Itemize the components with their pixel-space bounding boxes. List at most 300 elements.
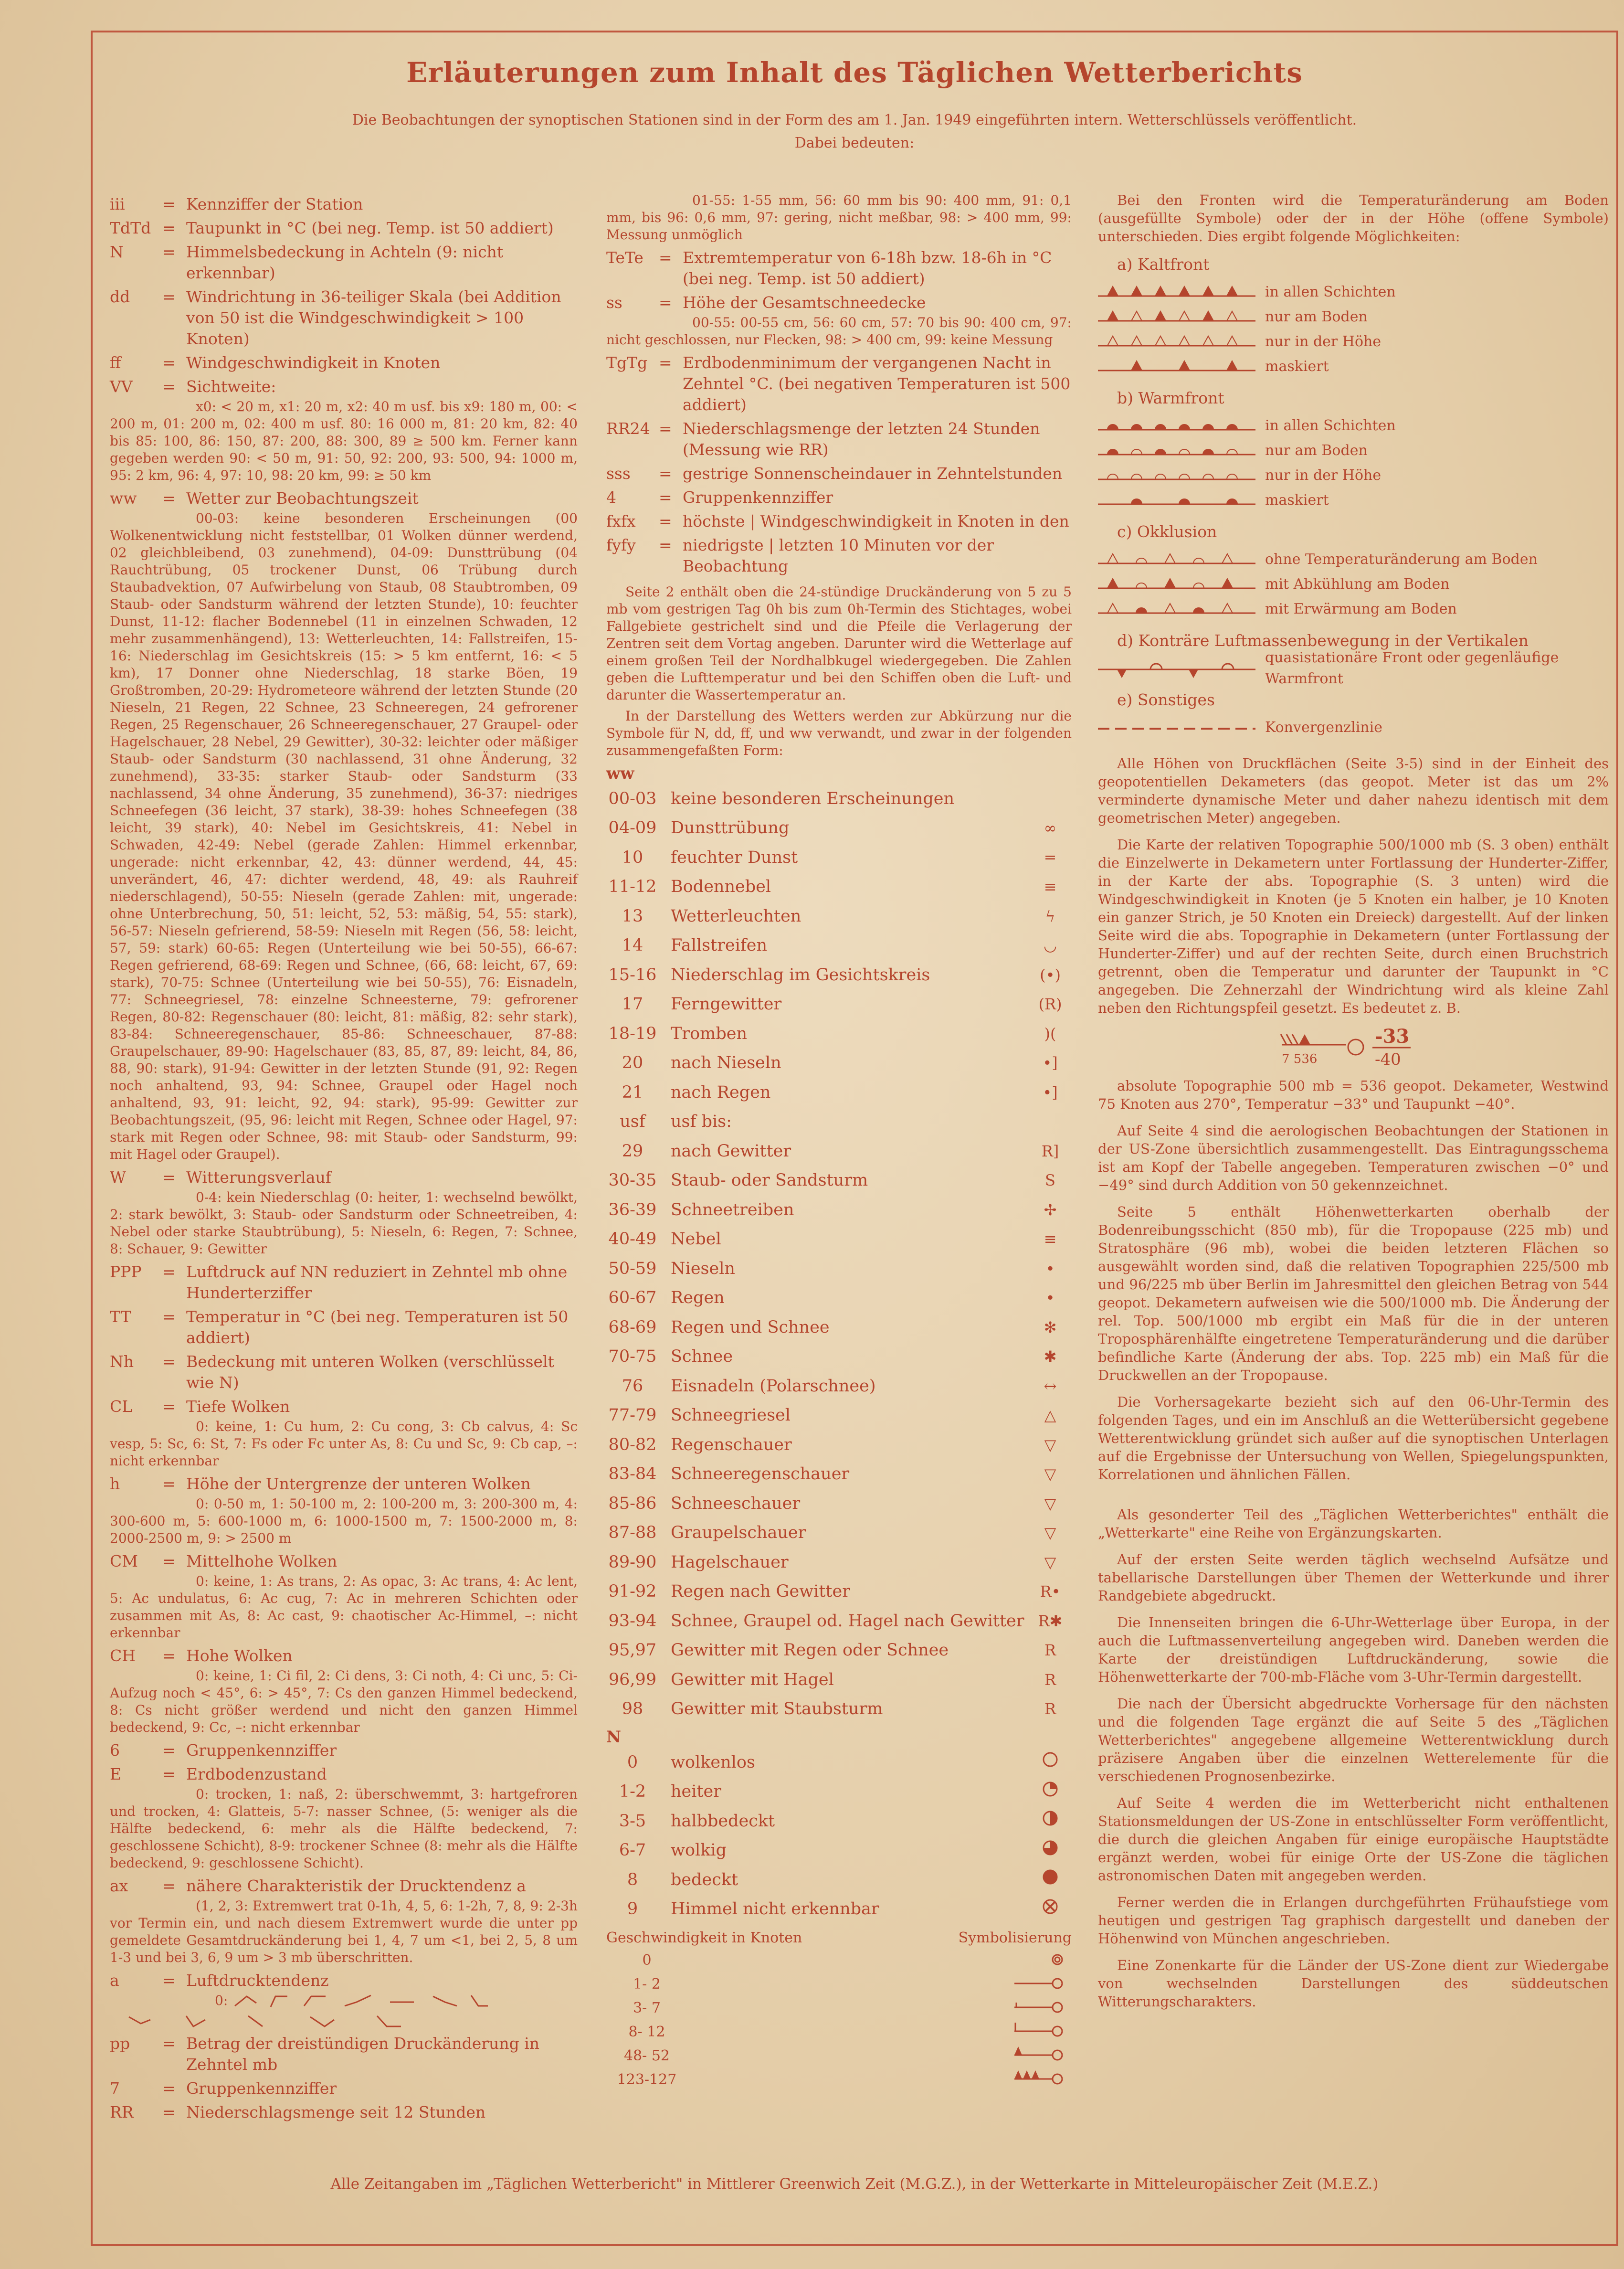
entry-description: Tiefe Wolken	[186, 1397, 290, 1416]
equals-sign: =	[162, 1262, 176, 1281]
entry-symbol: TT	[110, 1307, 131, 1326]
entry-description: nähere Charakteristik der Drucktendenz a	[186, 1877, 526, 1895]
equals-sign: =	[659, 512, 672, 530]
paragraph-forecast: Die nach der Übersicht abgedruckte Vorhersage für den nächsten und die folgenden Tage ergänzt die auf Seite 5 des „Täglichen Wetterberichtes" angegebene allgemeine Wetterentwicklung durch präzisere Angaben über die einzelnen Wetterelemente für die verschiedenen Prognosenbezirke.	[1098, 1696, 1609, 1784]
entry-description: Gruppenkennziffer	[186, 1741, 337, 1760]
cold-front-row	[1098, 329, 1609, 354]
ww-weather-symbol-icon: )(	[1044, 1024, 1056, 1043]
subtitle-line-2: Dabei bedeuten:	[794, 135, 915, 151]
entry-symbol: pp	[110, 2034, 130, 2053]
wind-table-header	[606, 1928, 1072, 1949]
equals-sign: =	[659, 488, 672, 507]
entry-a	[110, 1970, 578, 1991]
ww-weather-symbol-icon: ≡	[1044, 1230, 1057, 1249]
page-subtitle	[91, 109, 1618, 155]
ww-code: 04-09	[608, 818, 657, 838]
ww-description: Regen und Schnee	[671, 1317, 830, 1337]
ww-row	[606, 1518, 1072, 1548]
equals-sign: =	[162, 2079, 176, 2098]
ww-description: Tromben	[671, 1024, 747, 1043]
ww-code: 93-94	[608, 1611, 657, 1631]
equals-sign: =	[162, 1971, 176, 1990]
equals-sign: =	[162, 2034, 176, 2053]
ww-row	[606, 1225, 1072, 1254]
page-title: Erläuterungen zum Inhalt des Täglichen Wetterberichts	[406, 56, 1303, 89]
entry-description: Wetter zur Beobachtungszeit	[186, 489, 419, 508]
entry-ch	[110, 1645, 578, 1666]
ww-code: 14	[622, 936, 643, 955]
equals-sign: =	[162, 1474, 176, 1493]
ww-code: 70-75	[608, 1347, 657, 1367]
wind-barb-icon	[1005, 2068, 1072, 2093]
ww-row	[606, 1195, 1072, 1225]
ww-description: Dunsttrübung	[671, 818, 790, 838]
ww-code: 21	[622, 1082, 643, 1102]
wind-barb-icon	[1005, 2020, 1072, 2045]
wind-barb-icon	[1005, 1948, 1072, 1973]
ww-code: 87-88	[608, 1523, 657, 1543]
ww-weather-symbol-icon: △	[1044, 1406, 1056, 1425]
wind-row	[606, 2020, 1072, 2044]
cloud-cover-icon	[1029, 1810, 1072, 1832]
equals-sign: =	[162, 1397, 176, 1416]
cold-front-row	[1098, 280, 1609, 305]
equals-sign: =	[659, 353, 672, 372]
ww-code: 36-39	[608, 1200, 657, 1219]
ww-weather-symbol-icon: (•)	[1040, 965, 1061, 984]
ch-details: 0: keine, 1: Ci fil, 2: Ci dens, 3: Ci noth, 4: Ci unc, 5: Ci-Aufzug noch < 45°, 6: > 45°, 7: Cs den ganzen Himmel bedeckend, 8: Cs nicht größer werdend und nicht den ganzen Himmel bedeckend, 9: Cc, –: nicht erkennbar	[110, 1668, 578, 1735]
equals-sign: =	[162, 1352, 176, 1371]
ww-row	[606, 1136, 1072, 1166]
entry-description: höchste | Windgeschwindigkeit in Knoten in den	[683, 512, 1069, 530]
ww-description: Niederschlag im Gesichtskreis	[671, 965, 930, 985]
entry-symbol: VV	[110, 377, 133, 396]
entry-symbol: 4	[606, 488, 616, 507]
entry-6	[110, 1740, 578, 1761]
entry-description: Witterungsverlauf	[186, 1168, 331, 1187]
ww-code: 17	[622, 995, 643, 1014]
warm-front-row	[1098, 438, 1609, 463]
ax-details: (1, 2, 3: Extremwert trat 0-1h, 4, 5, 6: 1-2h, 7, 8, 9: 2-3h vor Termin ein, und nach diesem Extremwert wurde die unter pp gemeldete Gesamtdruckänderung bei 1, 4, 7 um <1, bei 2, 5, 8 um 1-3 und bei 3, 6, 9 um > 3 mb überschritten.	[110, 1898, 578, 1965]
ww-row	[606, 1401, 1072, 1431]
ww-weather-symbol-icon: ✻	[1044, 1318, 1057, 1336]
tendency-code: 0:	[215, 1993, 228, 2008]
warm-front-row	[1098, 463, 1609, 488]
equals-sign: =	[659, 464, 672, 483]
ww-weather-symbol-icon: ≡	[1044, 878, 1057, 896]
ww-row	[606, 843, 1072, 872]
entry-cl	[110, 1396, 578, 1417]
ww-weather-symbol-icon: ▽	[1044, 1465, 1056, 1484]
ww-row	[606, 1695, 1072, 1724]
equals-sign: =	[162, 353, 176, 372]
ww-weather-symbol-icon: •	[1045, 1289, 1055, 1307]
ww-weather-symbol-icon: R	[1044, 1670, 1056, 1689]
entry-symbol: CL	[110, 1397, 133, 1416]
cold-front-row	[1098, 354, 1609, 379]
warm-front-row	[1098, 414, 1609, 438]
ww-row	[606, 784, 1072, 814]
w-details: 0-4: kein Niederschlag (0: heiter, 1: wechselnd bewölkt, 2: stark bewölkt, 3: Staub- oder Sandsturm oder Schneetreiben, 4: Nebel oder starke Staubtrübung), 5: Nieseln, 6: Regen, 7: Schnee, 8: Schauer, 9: Gewitter	[110, 1189, 578, 1257]
entry-description: Taupunkt in °C (bei neg. Temp. ist 50 addiert)	[186, 219, 554, 237]
equals-sign: =	[162, 1168, 176, 1187]
rr-details: 01-55: 1-55 mm, 56: 60 mm bis 90: 400 mm, 91: 0,1 mm, bis 96: 0,6 mm, 97: gering, nicht meßbar, 98: > 400 mm, 99: Messung unmöglich	[606, 192, 1072, 243]
wind-row	[606, 2044, 1072, 2068]
cloud-cover-row	[606, 1865, 1072, 1895]
entry-symbol: ss	[606, 293, 622, 312]
ww-row	[606, 1078, 1072, 1107]
column-right	[1098, 191, 1609, 2019]
occl-front-label: mit Erwärmung am Boden	[1265, 601, 1457, 617]
wind-speed-range: 8- 12	[628, 2024, 665, 2040]
ww-weather-symbol-icon: ═	[1045, 848, 1055, 867]
ww-code: 76	[622, 1376, 643, 1396]
paragraph-topography: Die Karte der relativen Topographie 500/1000 mb (S. 3 oben) enthält die Einzelwerte in Dekametern unter Fortlassung der Hunderter-Ziffer, in der Karte der abs. Topographie (S. 3 unten) wird die Windgeschwindigkeit in Knoten (je 5 Knoten ein halber, je 10 Knoten ein ganzer Strich, je 50 Knoten ein Dreieck) dargestellt. Auf der linken Seite wird die abs. Topographie in Dekametern (unter Fortlassung der Hunderter-Ziffer) und auf der rechten Seite, durch einen Bruchstrich getrennt, oben die Temperatur und darunter der Taupunkt in °C angegeben. Die Zehnerzahl der Windrichtung wird als kleine Zahl neben den Richtungspfeil gesetzt. Es bedeutet z. B.	[1098, 837, 1609, 1016]
entry-ppp	[110, 1262, 578, 1304]
ww-weather-symbol-icon: •	[1045, 1259, 1055, 1278]
entry-n	[110, 242, 578, 284]
occlusion-list	[1098, 547, 1609, 622]
ww-code: 50-59	[608, 1259, 657, 1278]
wind-row	[606, 1996, 1072, 2020]
cold-front-icon	[1098, 332, 1255, 351]
cloud-cover-icon	[1029, 1751, 1072, 1773]
entry-symbol: CM	[110, 1552, 138, 1570]
entry-description: Erdbodenzustand	[186, 1765, 327, 1783]
entry-iii	[110, 194, 578, 215]
section-kaltfront: a) Kaltfront	[1117, 255, 1210, 274]
equals-sign: =	[162, 2103, 176, 2121]
entry-ss	[606, 292, 1072, 313]
entry-tete	[606, 247, 1072, 289]
section-sonstiges: e) Sonstiges	[1117, 690, 1215, 709]
e-details: 0: trocken, 1: naß, 2: überschwemmt, 3: hartgefroren und trocken, 4: Glatteis, 5-7: nasser Schnee, (5: weniger als die Hälfte bedeckend, 6: mehr als die Hälfte bedeckend, 7: geschlossene Schicht), 8-9: trockener Schnee (8: mehr als die Hälfte bedeckend, 9: geschlossene Schicht).	[110, 1786, 578, 1871]
ww-description: Gewitter mit Hagel	[671, 1670, 834, 1689]
ww-row	[606, 1371, 1072, 1401]
warm-front-label: in allen Schichten	[1265, 417, 1396, 434]
section-kontraer: d) Konträre Luftmassenbewegung in der Vertikalen	[1117, 631, 1529, 650]
ww-weather-symbol-icon: R	[1044, 1700, 1056, 1718]
ww-details: 00-03: keine besonderen Erscheinungen (00 Wolkenentwicklung nicht feststellbar, 01 Wolken dünner werdend, 02 gleichbleibend, 03 zunehmend), 04-09: Dunsttrübung (04 Rauchtrübung, 05 trockener Dunst, 06 Trübung durch Staubadvektion, 07 Aufwirbelung von Staub, 08 Staubtromben, 09 Staub- oder Sandsturm während der letzten Stunde), 10: feuchter Dunst, 11-12: flacher Bodennebel (11 in einzelnen Schwaden, 12 mehr zusammenhängend), 13: Wetterleuchten, 14: Fallstreifen, 15-16: Niederschlag im Gesichtskreis (15: > 5 km entfernt, 16: < 5 km), 17 Donner ohne Niederschlag, 18 starke Böen, 19 Großtromben, 20-29: Hydrometeore während der letzten Stunde (20 Nieseln, 21 Regen, 22 Schnee, 23 Schneeregen, 24 gefrorener Regen, 25 Regenschauer, 26 Schneeregenschauer, 27 Graupel- oder Hagelschauer, 28 Nebel, 29 Gewitter), 30-32: leichter oder mäßiger Staub- oder Sandsturm (30 nachlassend, 31 ohne Änderung, 32 zunehmend), 33-35: starker Staub- oder Sandsturm (33 nachlassend, 34 ohne Änderung, 35 zunehmend), 36-37: niedriges Schneefegen (36 leicht, 37 stark), 38-39: hohes Schneefegen (38 leicht, 39 stark), 40: Nebel im Gesichtskreis, 41: Nebel in Schwaden, 42-49: Nebel (gerade Zahlen: Himmel erkennbar, ungerade: nicht erkennbar, 42, 43: dünner werdend, 44, 45: unverändert, 46, 47: dichter werdend, 48, 49: als Rauhreif niederschlagend), 50-55: Nieseln (gerade Zahlen: mit, ungerade: ohne Unterbrechung, 50, 51: leicht, 52, 53: mäßig, 54, 55: stark), 56-57: Nieseln gefrierend, 58-59: Nieseln mit Regen (56, 58: leicht, 57, 59: stark) 60-65: Regen (Unterteilung wie bei 50-55), 66-67: Regen gefrierend, 68-69: Regen und Schnee, (66, 68: leicht, 67, 69: stark), 70-75: Schnee (Unterteilung wie bei 50-55), 76: Eisnadeln, 77: Schneegriesel, 78: einzelne Schneesterne, 79: gefrorener Regen, 80-82: Regenschauer (80: leicht, 81: mäßig, 82: sehr stark), 83-84: Schneeregenschauer, 85-86: Schneeschauer, 87-88: Graupelschauer, 89-90: Hagelschauer (83, 85, 87, 89: leicht, 84, 86, 88, 90: stark), 91-94: Gewitter in der letzten Stunde (91, 92: Regen noch anhaltend, 93, 94: Schnee, Graupel oder Hagel noch anhaltend, 93, 91: leicht, 92, 94: stark), 95-99: Gewitter zur Beobachtungszeit, (95, 96: leicht mit Regen, Schnee oder Hagel, 97: stark mit Regen oder Schnee, 98: mit Staub- oder Sandsturm, 99: mit Hagel oder Graupel).	[110, 510, 578, 1162]
ww-row	[606, 1019, 1072, 1049]
ww-description: Staub- oder Sandsturm	[671, 1171, 868, 1190]
ww-row	[606, 1254, 1072, 1283]
cold-front-icon	[1098, 307, 1255, 327]
entry-dd	[110, 286, 578, 350]
ww-description: keine besonderen Erscheinungen	[671, 789, 954, 808]
ww-row	[606, 1049, 1072, 1078]
ww-code: 30-35	[608, 1171, 657, 1190]
equals-sign: =	[162, 489, 176, 508]
entry-symbol: fyfy	[606, 536, 636, 554]
entry-ff	[110, 352, 578, 373]
quasistationary-front-icon	[1098, 659, 1255, 678]
ww-description: Ferngewitter	[671, 995, 782, 1014]
equals-sign: =	[162, 219, 176, 237]
ww-weather-symbol-icon: R•	[1040, 1582, 1061, 1601]
equals-sign: =	[162, 1765, 176, 1783]
entry-symbol: TeTe	[606, 248, 643, 267]
ww-code: 40-49	[608, 1230, 657, 1249]
ww-code: 15-16	[608, 965, 657, 985]
ww-table-heading: ww	[606, 764, 634, 783]
entry-symbol: E	[110, 1765, 122, 1783]
wind-speed-range: 1- 2	[633, 1976, 661, 1993]
convergence-line-row	[1098, 715, 1609, 740]
cloud-cover-code: 1-2	[619, 1782, 646, 1802]
entry-description: Mittelhohe Wolken	[186, 1552, 337, 1570]
entry-symbol: PPP	[110, 1262, 142, 1281]
ww-row	[606, 1107, 1072, 1137]
ww-weather-symbol-icon: ✢	[1044, 1200, 1057, 1219]
ww-row	[606, 931, 1072, 961]
occl-front-icon	[1098, 600, 1255, 619]
cold-front-label: maskiert	[1265, 358, 1329, 375]
convergence-line-label: Konvergenzlinie	[1265, 719, 1382, 736]
cloud-cover-code: 3-5	[619, 1811, 646, 1831]
cl-details: 0: keine, 1: Cu hum, 2: Cu cong, 3: Cb calvus, 4: Sc vesp, 5: Sc, 6: St, 7: Fs oder Fc unter As, 8: Cu und Sc, 9: Cb cap, –: nicht erkennbar	[110, 1419, 578, 1469]
column-middle	[606, 191, 1072, 2092]
wind-row	[606, 1949, 1072, 1972]
ww-description: Schneegriesel	[671, 1406, 791, 1425]
ww-weather-symbol-icon: ◡	[1044, 936, 1057, 955]
entry-description: Himmelsbedeckung in Achteln (9: nicht erkennbar)	[186, 243, 504, 282]
entry-rr24	[606, 418, 1072, 460]
cloud-cover-icon	[1029, 1781, 1072, 1803]
ww-row	[606, 990, 1072, 1019]
cold-front-label: nur in der Höhe	[1265, 333, 1381, 350]
formula-temperature: -33	[1375, 1026, 1410, 1048]
entry-description: Kennziffer der Station	[186, 195, 363, 213]
section-warmfront: b) Warmfront	[1117, 389, 1224, 407]
ww-description: Schnee, Graupel od. Hagel nach Gewitter	[671, 1611, 1024, 1631]
entry-symbol: TdTd	[110, 219, 151, 237]
entry-symbol: 7	[110, 2079, 120, 2098]
ww-code: usf	[620, 1112, 645, 1132]
tendency-symbols-row-2	[110, 2013, 578, 2029]
entry-description: Sichtweite:	[186, 377, 276, 396]
ww-code: 13	[622, 906, 643, 926]
entry-cm	[110, 1551, 578, 1572]
cloud-cover-description: wolkig	[671, 1841, 727, 1860]
quasistationary-front-row	[1098, 649, 1609, 687]
ww-code: 60-67	[608, 1288, 657, 1308]
ww-code: 89-90	[608, 1552, 657, 1572]
entry-description: Temperatur in °C (bei neg. Temperaturen ist 50 addiert)	[186, 1307, 569, 1347]
entry-description: Niederschlagsmenge seit 12 Stunden	[186, 2103, 486, 2121]
subtitle-line-1: Die Beobachtungen der synoptischen Stationen sind in der Form des am 1. Jan. 1949 eingeführten intern. Wetterschlüssels veröffentlicht.	[352, 112, 1357, 128]
entry-symbol: a	[110, 1971, 119, 1990]
n-table-heading: N	[606, 1728, 622, 1747]
quasistationary-front-label: quasistationäre Front oder gegenläufige Warmfront	[1265, 649, 1559, 687]
equals-sign: =	[162, 243, 176, 261]
ww-weather-symbol-icon: R]	[1041, 1142, 1059, 1160]
entry-description: Windrichtung in 36-teiliger Skala (bei Addition von 50 ist die Windgeschwindigkeit > 100 Knoten)	[186, 287, 561, 348]
ww-weather-symbol-icon: ✱	[1044, 1347, 1057, 1366]
cloud-cover-code: 8	[627, 1870, 638, 1889]
paragraph-forecast-map: Die Vorhersagekarte bezieht sich auf den 06-Uhr-Termin des folgenden Tages, und ein im Anschluß an die Wetterübersicht gegebene Wetterentwicklung gründet sich außer auf die synoptischen Unterlagen auf die Ergebnisse der Untersuchung von Wellen, Spiegelungspunkten, Korrelationen und ähnlichen Fällen.	[1098, 1394, 1609, 1483]
ww-description: nach Regen	[671, 1082, 771, 1102]
wind-speed-range: 123-127	[617, 2071, 677, 2088]
occl-front-label: mit Abkühlung am Boden	[1265, 576, 1450, 593]
pressure-tendency-icons	[228, 1993, 495, 2009]
ww-code: 83-84	[608, 1464, 657, 1484]
ww-row	[606, 1665, 1072, 1695]
entry-description: Betrag der dreistündigen Druckänderung in Zehntel mb	[186, 2034, 540, 2074]
entry-tgtg	[606, 352, 1072, 415]
ww-row	[606, 1342, 1072, 1372]
paragraph-inner-pages: Die Innenseiten bringen die 6-Uhr-Wetterlage über Europa, in der auch die Luftmassenverteilung angegeben wird. Daneben werden die Karte der dreistündigen Luftdruckänderung, sowie die Höhenwetterkarte der 700-mb-Fläche vom 3-Uhr-Termin dargestellt.	[1098, 1614, 1609, 1685]
ww-weather-symbol-icon: ϟ	[1045, 907, 1055, 925]
ww-description: Fallstreifen	[671, 936, 768, 955]
ww-code: 18-19	[608, 1024, 657, 1043]
ww-description: Gewitter mit Staubsturm	[671, 1699, 883, 1719]
warm-front-row	[1098, 488, 1609, 513]
occl-front-label: ohne Temperaturänderung am Boden	[1265, 551, 1538, 568]
entry-description: Bedeckung mit unteren Wolken (verschlüsselt wie N)	[186, 1352, 554, 1392]
cloud-cover-table	[606, 1748, 1072, 1924]
seite2-paragraph: Seite 2 enthält oben die 24-stündige Druckänderung von 5 zu 5 mb vom gestrigen Tag 0h bis zum 0h-Termin des Stichtages, wobei Fallgebiete gestrichelt sind und die Pfeile die Verlagerung der Zentren seit dem Vortag angeben. Darunter wird die Wetterlage auf einem großen Teil der Nordhalbkugel wiedergegeben. Die Zahlen geben die Lufttemperatur und bei den Schiffen oben die Luft- und darunter die Wassertemperatur an.	[606, 584, 1072, 703]
cm-details: 0: keine, 1: As trans, 2: As opac, 3: Ac trans, 4: Ac lent, 5: Ac undulatus, 6: Ac cug, 7: Ac in mehreren Schichten oder zusammen mit As, 8: Ac cast, 9: chaotischer Ac-Himmel, –: nicht erkennbar	[110, 1573, 578, 1641]
ww-row	[606, 1489, 1072, 1518]
ww-description: Gewitter mit Regen oder Schnee	[671, 1641, 949, 1660]
entry-description: Niederschlagsmenge der letzten 24 Stunden (Messung wie RR)	[683, 419, 1040, 459]
paragraph-soundings: Ferner werden die in Erlangen durchgeführten Frühaufstiege vom heutigen und gestrigen Tag graphisch dargestellt und daneben der Höhenwind von München angeschrieben.	[1098, 1894, 1609, 1947]
fronten-intro: Bei den Fronten wird die Temperaturänderung am Boden (ausgefüllte Symbole) oder der in der Höhe (offene Symbole) unterschieden. Dies ergibt folgende Möglichkeiten:	[1098, 192, 1609, 244]
paragraph-seite5: Seite 5 enthält Höhenwetterkarten oberhalb der Bodenreibungsschicht (850 mb), für die Tropopause (225 mb) und Stratosphäre (96 mb), wobei die beiden letzteren Flächen so ausgewählt worden sind, daß die relativen Topographien 225/500 mb und 96/225 mb über Berlin im Jahresmittel den gleichen Betrag von 544 geopot. Dekametern aufweisen wie die 500/1000 mb. Die Änderung der rel. Top. 500/1000 mb ergibt ein Maß für die in der unteren Troposphärenhälfte eingetretene Temperaturänderung und die darüber befindliche Karte (Änderung der abs. Top. 225 mb) ein Maß für die Druckwellen an der Tropopause.	[1098, 1204, 1609, 1383]
ww-code: 00-03	[608, 789, 657, 808]
entry-description: Hohe Wolken	[186, 1646, 293, 1665]
entry-fxfx	[606, 511, 1072, 532]
equals-sign: =	[659, 536, 672, 554]
wind-speed-header: Geschwindigkeit in Knoten	[606, 1930, 802, 1946]
ww-code: 20	[622, 1053, 643, 1073]
convergence-line-icon	[1098, 718, 1255, 737]
equals-sign: =	[659, 419, 672, 438]
ww-code: 95,97	[608, 1641, 657, 1660]
ww-weather-symbol-icon: •]	[1043, 1054, 1058, 1072]
ww-code: 10	[622, 848, 643, 867]
entry-description: Windgeschwindigkeit in Knoten	[186, 353, 441, 372]
entry-symbol: dd	[110, 287, 130, 306]
station-model-graphic	[1253, 1026, 1454, 1069]
cold-front-label: nur am Boden	[1265, 308, 1368, 325]
paragraph-zone-map: Eine Zonenkarte für die Länder der US-Zone dient zur Wiedergabe von wechselnden Darstellungen des süddeutschen Witterungscharakters.	[1098, 1957, 1609, 2010]
ww-code: 29	[622, 1141, 643, 1161]
entry-symbol: ff	[110, 353, 121, 372]
warm-front-label: nur am Boden	[1265, 442, 1368, 459]
cloud-cover-icon	[1029, 1868, 1072, 1891]
formula-left: 7 536	[1282, 1052, 1318, 1066]
ww-description: Schneeschauer	[671, 1494, 801, 1513]
cold-front-icon	[1098, 357, 1255, 376]
ww-weather-symbol-icon: ▽	[1044, 1494, 1056, 1513]
ww-description: nach Gewitter	[671, 1141, 791, 1161]
ww-row	[606, 1606, 1072, 1636]
warm-front-icon	[1098, 466, 1255, 485]
ww-weather-symbol-icon: •]	[1043, 1083, 1058, 1102]
entry-4	[606, 487, 1072, 508]
entry-vv	[110, 376, 578, 397]
cloud-cover-code: 9	[627, 1899, 638, 1919]
equals-sign: =	[162, 377, 176, 396]
entry-symbol: iii	[110, 195, 125, 213]
darstellung-paragraph: In der Darstellung des Wetters werden zur Abkürzung nur die Symbole für N, dd, ff, und ww verwandt, und zwar in der folgenden zusammengefaßten Form:	[606, 708, 1072, 758]
wind-barb-icon	[1005, 1996, 1072, 2021]
entry-symbol: fxfx	[606, 512, 636, 530]
entry-description: Höhe der Gesamtschneedecke	[683, 293, 926, 312]
paragraph-heights: Alle Höhen von Druckflächen (Seite 3-5) sind in der Einheit des geopotentiellen Dekameters (das geopot. Meter ist das um 2% verminderte dynamische Meter und daher nahezu identisch mit dem geometrischen Meter) angegeben.	[1098, 755, 1609, 826]
ww-symbol-table	[606, 784, 1072, 1724]
ww-code: 91-92	[608, 1582, 657, 1601]
ww-row	[606, 1460, 1072, 1489]
equals-sign: =	[162, 1552, 176, 1570]
ww-description: Eisnadeln (Polarschnee)	[671, 1376, 876, 1396]
entry-symbol: sss	[606, 464, 631, 483]
station-model-example	[1098, 1026, 1609, 1074]
ww-description: Schneetreiben	[671, 1200, 794, 1219]
column-left	[110, 191, 578, 2123]
warm-front-icon	[1098, 416, 1255, 435]
entry-description: Höhe der Untergrenze der unteren Wolken	[186, 1474, 531, 1493]
ww-row	[606, 1430, 1072, 1460]
paragraph-seite4: Auf Seite 4 sind die aerologischen Beobachtungen der Stationen in der US-Zone übersichtlich zusammengestellt. Das Eintragungsschema ist am Kopf der Tabelle angegeben. Temperaturen zwischen −0° und −49° sind durch Addition von 50 gekennzeichnet.	[1098, 1123, 1609, 1193]
wind-barb-icon	[1005, 1972, 1072, 1997]
entry-rr	[110, 2102, 578, 2123]
ww-weather-symbol-icon: ∞	[1044, 819, 1057, 838]
entry-ax	[110, 1876, 578, 1897]
entry-symbol: TgTg	[606, 353, 648, 372]
paragraph-first-page: Auf der ersten Seite werden täglich wechselnd Aufsätze und tabellarische Darstellungen über Themen der Wetterkunde und ihrer Randgebiete abgedruckt.	[1098, 1551, 1609, 1604]
cloud-cover-row	[606, 1806, 1072, 1836]
ww-description: nach Nieseln	[671, 1053, 781, 1073]
entry-ww	[110, 488, 578, 509]
occl-front-icon	[1098, 550, 1255, 569]
entry-description: Gruppenkennziffer	[186, 2079, 337, 2098]
cloud-cover-description: Himmel nicht erkennbar	[671, 1899, 879, 1919]
equals-sign: =	[162, 1877, 176, 1895]
entry-pp	[110, 2033, 578, 2075]
entry-tdtd	[110, 218, 578, 239]
warm-front-label: nur in der Höhe	[1265, 467, 1381, 484]
ww-description: feuchter Dunst	[671, 848, 798, 867]
ww-row	[606, 814, 1072, 843]
entry-w	[110, 1167, 578, 1188]
wind-speed-range: 0	[642, 1952, 652, 1969]
ww-code: 98	[622, 1699, 643, 1719]
ww-weather-symbol-icon: ▽	[1044, 1524, 1056, 1542]
cold-front-label: in allen Schichten	[1265, 284, 1396, 300]
paragraph-station-reports: Auf Seite 4 werden die im Wetterbericht nicht enthaltenen Stationsmeldungen der US-Zone in entschlüsselter Form veröffentlicht, die durch die gleichen Angaben für einige europäische Hauptstädte ergänzt werden, wobei für einige Orte der US-Zone die täglichen astronomischen Daten mit angegeben werden.	[1098, 1795, 1609, 1884]
occl-front-row	[1098, 597, 1609, 622]
ww-weather-symbol-icon: S	[1045, 1171, 1055, 1190]
cloud-cover-description: heiter	[671, 1782, 721, 1802]
ss-details: 00-55: 00-55 cm, 56: 60 cm, 57: 70 bis 90: 400 cm, 97: nicht geschlossen, nur Flecken, 98: > 400 cm, 99: keine Messung	[606, 315, 1072, 348]
cold-front-row	[1098, 305, 1609, 329]
ww-description: Regen nach Gewitter	[671, 1582, 850, 1601]
section-okklusion: c) Okklusion	[1117, 522, 1217, 541]
pressure-tendency-icons-2	[110, 2013, 473, 2029]
equals-sign: =	[162, 1646, 176, 1665]
cloud-cover-code: 0	[627, 1752, 638, 1772]
entry-description: Luftdruck auf NN reduziert in Zehntel mb ohne Hunderterziffer	[186, 1262, 568, 1302]
entry-symbol: Nh	[110, 1352, 134, 1371]
ww-description: Schneeregenschauer	[671, 1464, 850, 1484]
ww-row	[606, 1577, 1072, 1607]
entry-description: Erdbodenminimum der vergangenen Nacht in Zehntel °C. (bei negativen Temperaturen ist 500 addiert)	[683, 353, 1071, 414]
ww-description: Hagelschauer	[671, 1552, 789, 1572]
entry-symbol: 6	[110, 1741, 120, 1760]
